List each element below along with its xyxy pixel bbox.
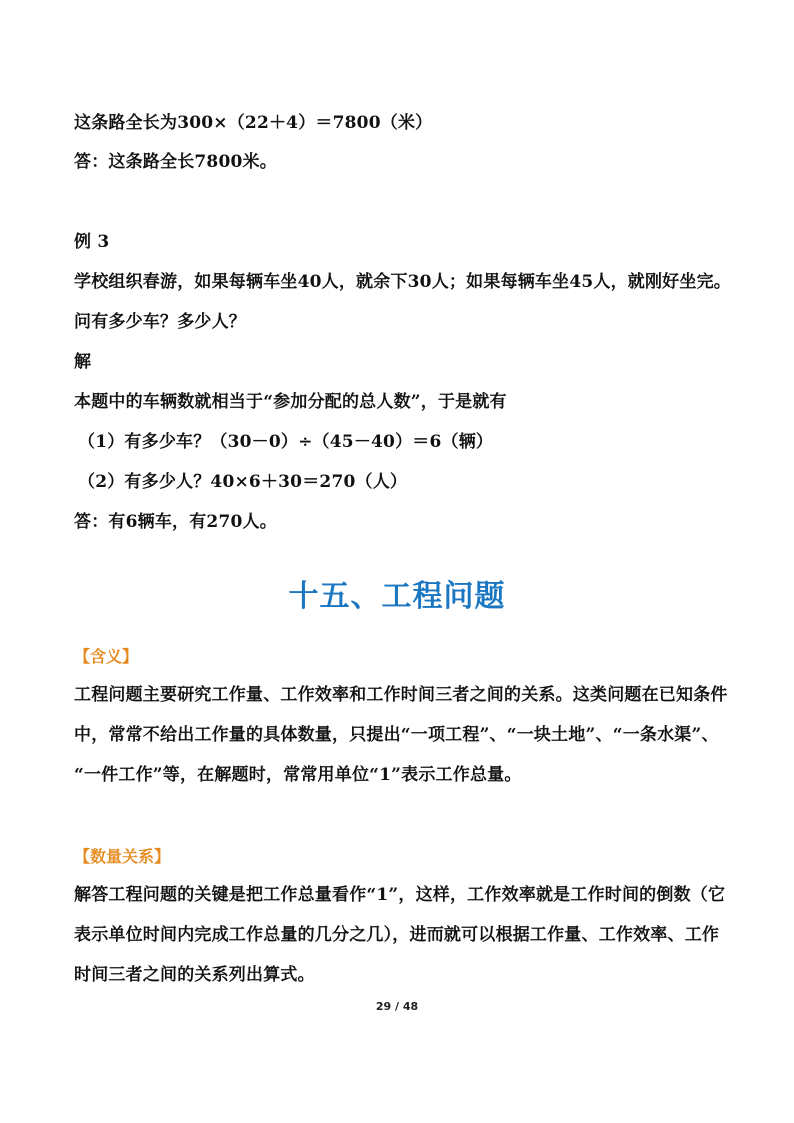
meaning-line-1: 工程问题主要研究工作量、工作效率和工作时间三者之间的关系。这类问题在已知条件 [74,685,728,705]
example-3-answer: 答：有6辆车，有270人。 [74,512,277,532]
section-title: 十五、工程问题 [288,579,506,614]
quantity-relation-line-2: 表示单位时间内完成工作总量的几分之几），进而就可以根据工作量、工作效率、工作 [74,925,720,945]
example-3-problem-line-2: 问有多少车？多少人？ [74,312,246,332]
quantity-relation-line-1: 解答工程问题的关键是把工作总量看作“1”，这样，工作效率就是工作时间的倒数（它 [74,885,726,905]
solution-step-1: （1）有多少车？（30－0）÷（45－40）＝6（辆） [78,432,494,452]
quantity-relation-line-3: 时间三者之间的关系列出算式。 [74,965,315,985]
quantity-relation-tag: 【数量关系】 [74,847,171,866]
page-number: 29 / 48 [375,1000,419,1013]
example-3-problem-line-1: 学校组织春游，如果每辆车坐40人，就余下30人；如果每辆车坐45人，就刚好坐完。 [74,272,731,292]
solution-step-2: （2）有多少人？40×6＋30＝270（人） [78,472,408,492]
meaning-tag: 【含义】 [74,647,139,666]
example-3-label: 例 3 [74,232,110,252]
meaning-line-3: “一件工作”等，在解题时，常常用单位“1”表示工作总量。 [74,765,522,785]
solution-intro: 本题中的车辆数就相当于“参加分配的总人数”，于是就有 [74,392,507,412]
meaning-line-2: 中，常常不给出工作量的具体数量，只提出“一项工程”、“一块土地”、“一条水渠”、 [74,725,719,745]
road-length-calculation: 这条路全长为300×（22＋4）＝7800（米） [74,113,433,133]
solution-label: 解 [74,352,92,372]
road-length-answer: 答：这条路全长7800米。 [74,152,277,172]
